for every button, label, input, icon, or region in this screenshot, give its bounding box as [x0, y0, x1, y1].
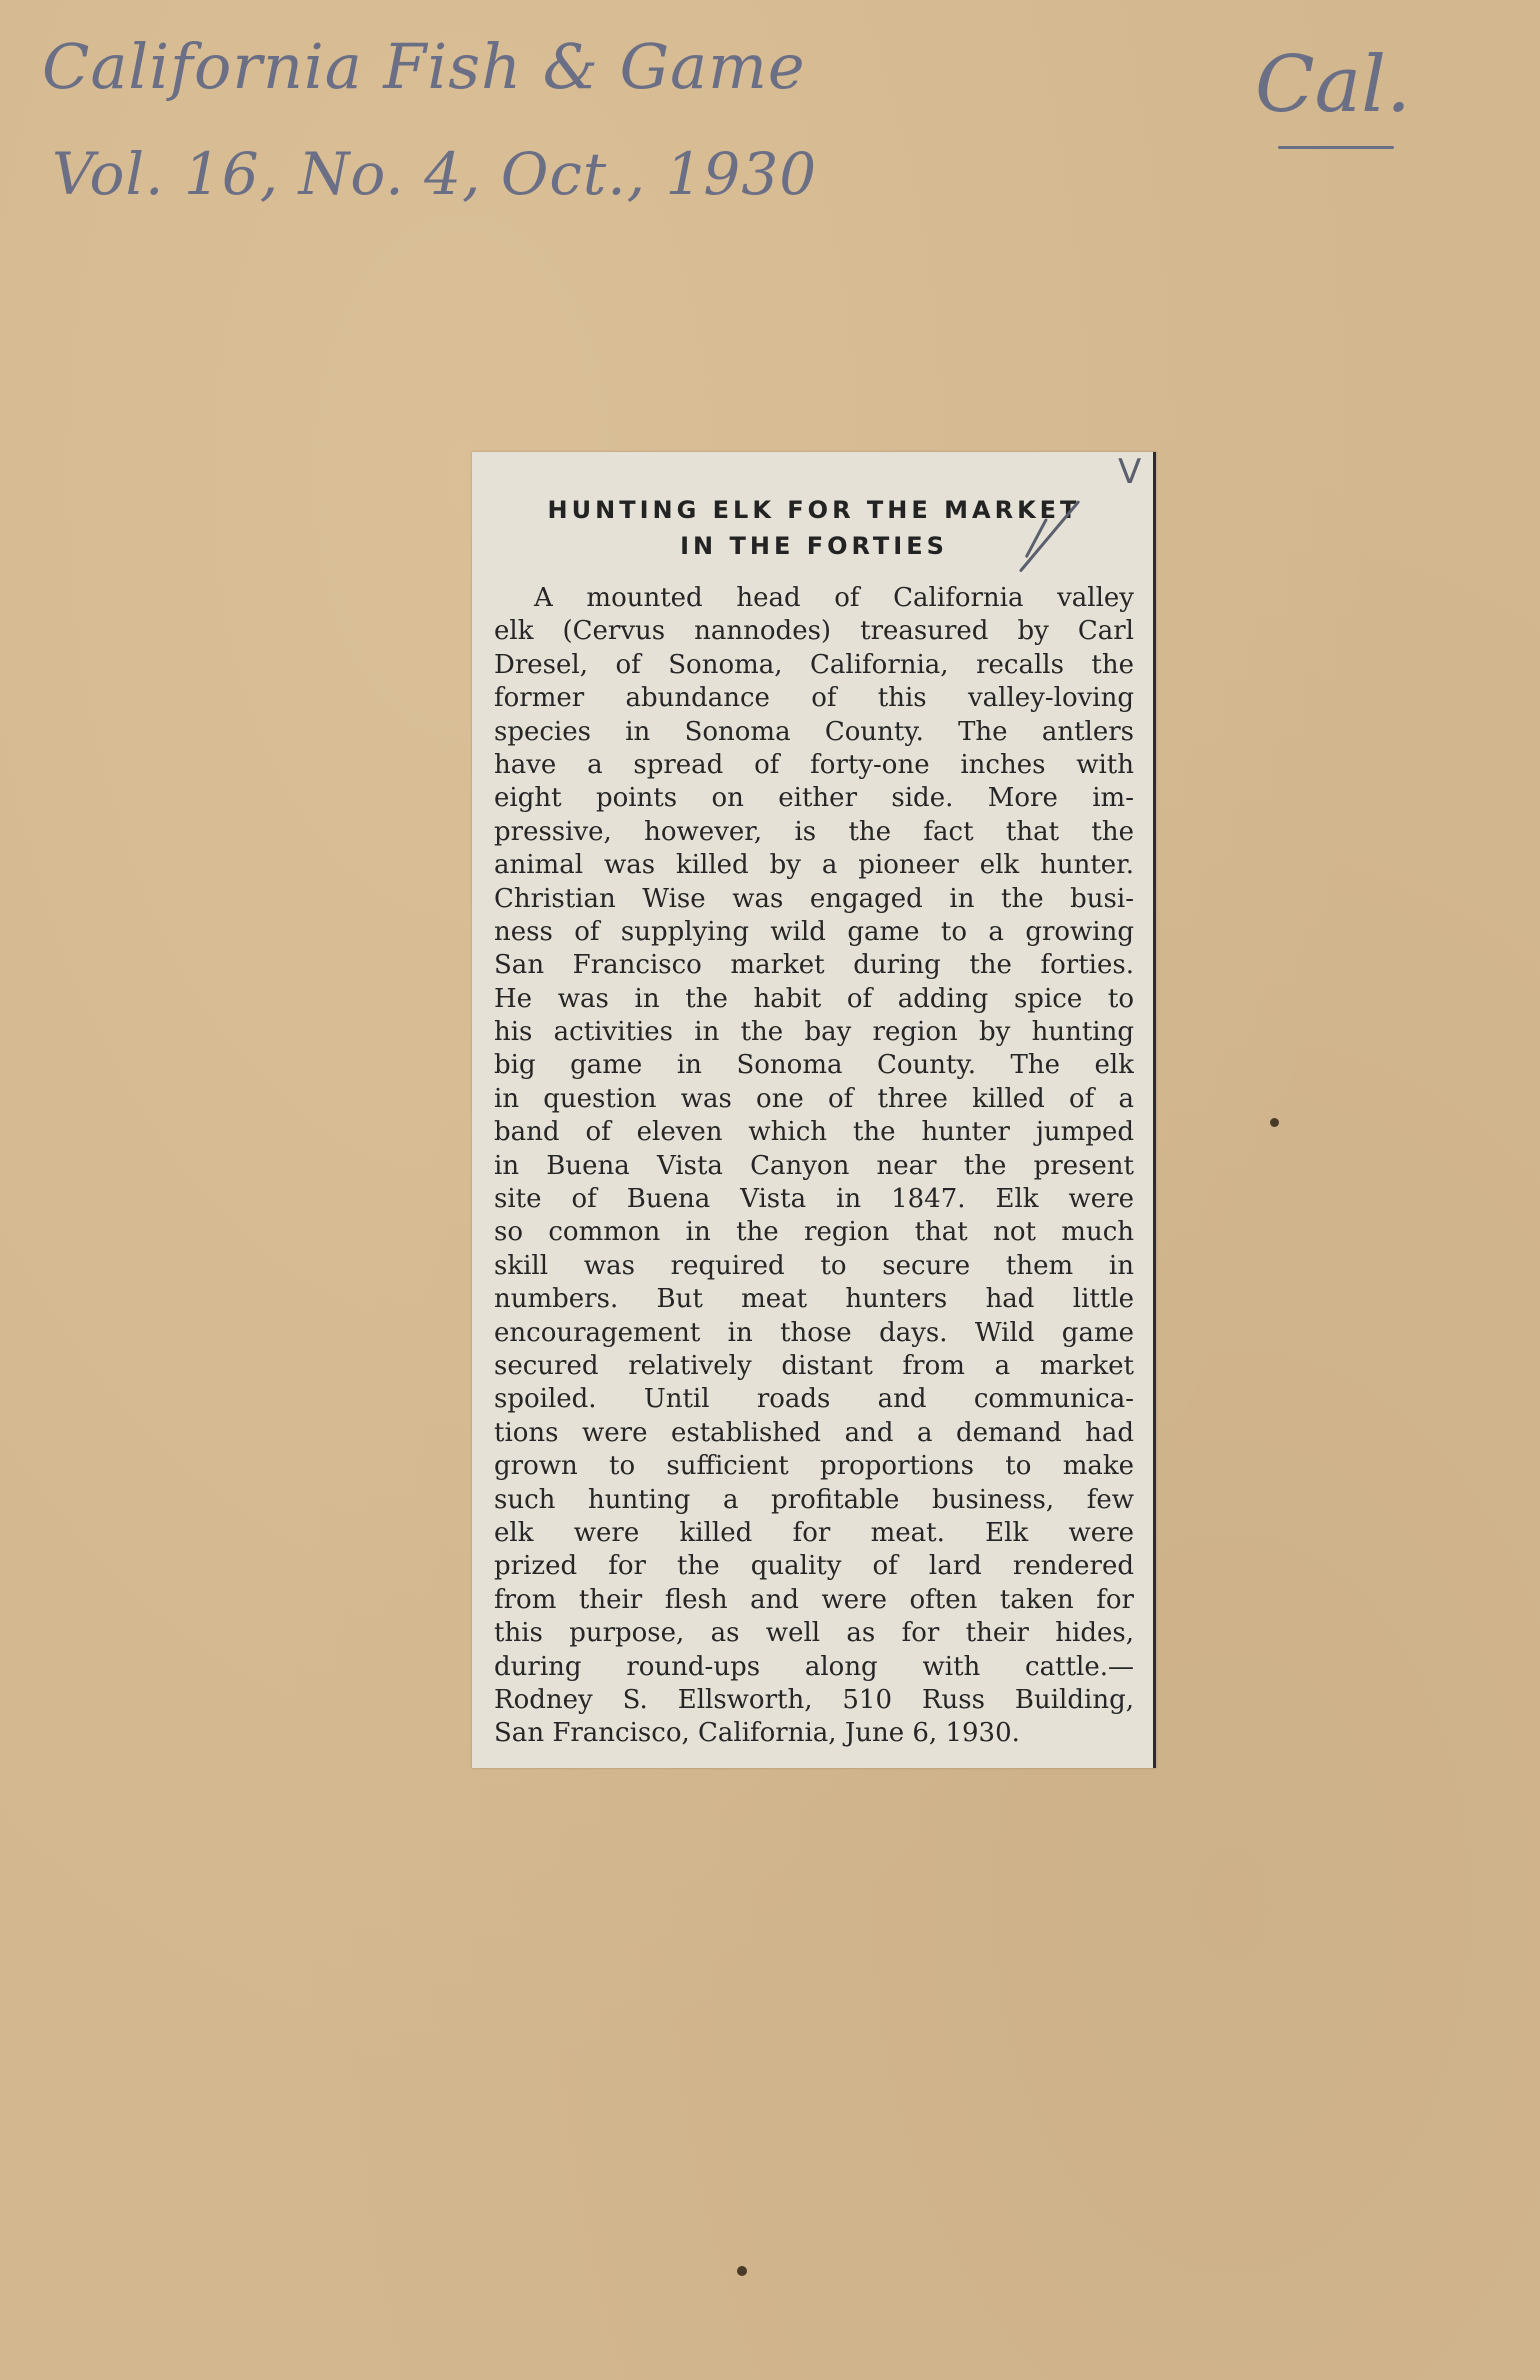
tag-underline [1278, 146, 1394, 149]
pencil-mark-v: V [1118, 452, 1142, 492]
paper-speck [737, 2266, 747, 2276]
body-line: A mounted head of California valley [534, 583, 1134, 613]
body-line: skill was required to secure them in [494, 1250, 1134, 1281]
handwritten-source-issue: Vol. 16, No. 4, Oct., 1930 [52, 140, 818, 208]
body-line: elk (Cervus nannodes) treasured by Carl [494, 616, 1134, 647]
body-line: spoiled. Until roads and communica- [494, 1384, 1134, 1415]
body-line: Rodney S. Ellsworth, 510 Russ Building, [494, 1684, 1134, 1715]
body-line: prized for the quality of lard rendered [494, 1551, 1134, 1582]
body-line: grown to sufficient proportions to make [494, 1451, 1134, 1482]
body-line: eight points on either side. More im- [494, 783, 1134, 814]
body-line: during round-ups along with cattle.— [494, 1651, 1134, 1682]
body-line: in question was one of three killed of a [494, 1083, 1134, 1114]
headline-line-1: HUNTING ELK FOR THE MARKET [547, 496, 1081, 524]
body-line: San Francisco, California, June 6, 1930. [494, 1718, 1020, 1749]
headline-line-2: IN THE FORTIES [680, 532, 948, 560]
clipping-body [494, 582, 1134, 1751]
body-line: animal was killed by a pioneer elk hunter. [494, 850, 1134, 881]
body-line: so common in the region that not much [494, 1217, 1134, 1248]
body-line: his activities in the bay region by hunting [494, 1017, 1134, 1048]
body-line: in Buena Vista Canyon near the present [494, 1150, 1134, 1181]
handwritten-source-title: California Fish & Game [42, 30, 806, 103]
body-line: have a spread of forty-one inches with [494, 749, 1134, 780]
body-line: secured relatively distant from a market [494, 1350, 1134, 1381]
body-line: ness of supplying wild game to a growing [494, 916, 1134, 947]
body-line: elk were killed for meat. Elk were [494, 1517, 1134, 1548]
paper-speck [1270, 1118, 1279, 1127]
body-line: numbers. But meat hunters had little [494, 1284, 1134, 1315]
body-line: former abundance of this valley-loving [494, 683, 1134, 714]
body-line: pressive, however, is the fact that the [494, 816, 1134, 847]
body-line: San Francisco market during the forties. [494, 950, 1134, 981]
handwritten-state-tag: Cal. [1255, 40, 1411, 130]
body-line: Christian Wise was engaged in the busi- [494, 883, 1134, 914]
body-line: Dresel, of Sonoma, California, recalls the [494, 649, 1134, 680]
body-line: band of eleven which the hunter jumped [494, 1117, 1134, 1148]
body-line: site of Buena Vista in 1847. Elk were [494, 1184, 1134, 1215]
newspaper-clipping [472, 452, 1156, 1768]
body-line: this purpose, as well as for their hides, [494, 1618, 1134, 1649]
body-line: species in Sonoma County. The antlers [494, 716, 1134, 747]
body-line: tions were established and a demand had [494, 1417, 1134, 1448]
body-line: such hunting a profitable business, few [494, 1484, 1134, 1515]
body-line: encouragement in those days. Wild game [494, 1317, 1134, 1348]
body-line: He was in the habit of adding spice to [494, 983, 1134, 1014]
body-line: big game in Sonoma County. The elk [494, 1050, 1134, 1081]
body-line: from their flesh and were often taken for [494, 1584, 1134, 1615]
